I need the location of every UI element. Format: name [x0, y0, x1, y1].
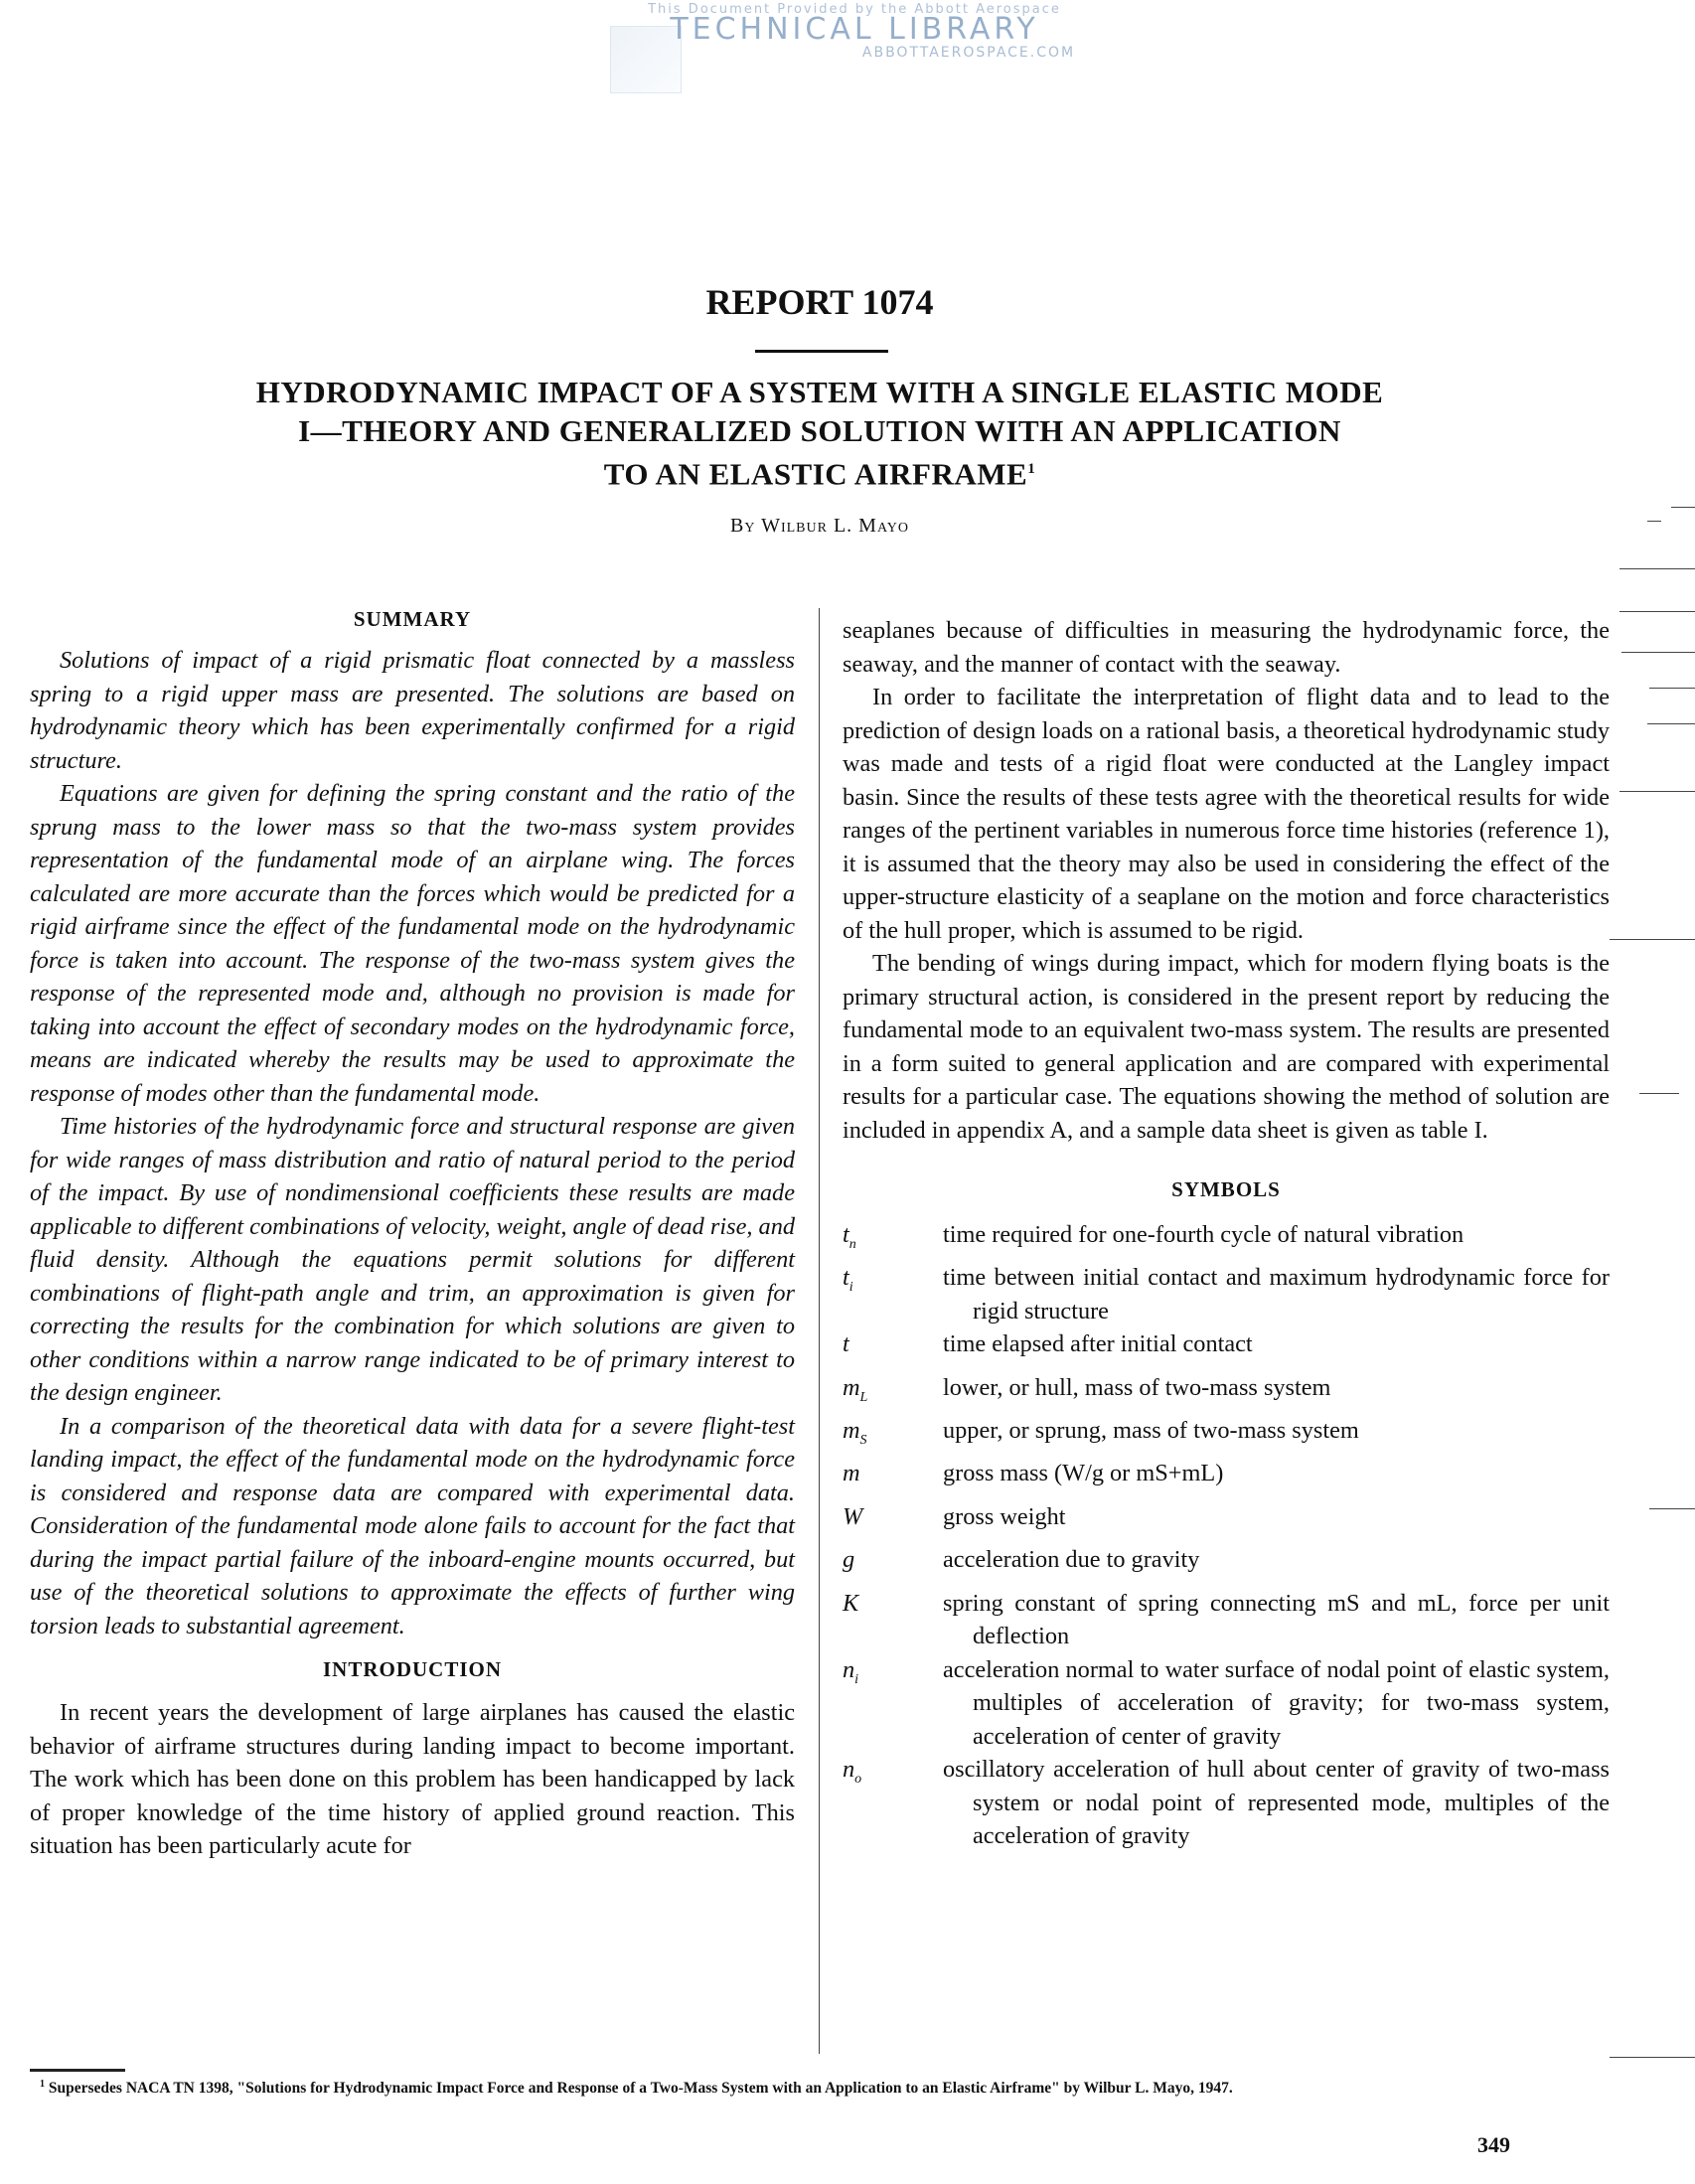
- page-number: 349: [1477, 2132, 1510, 2157]
- introduction-paragraph: The bending of wings during impact, which for modern flying boats is the primary structural action, is considered in the present report by reducing the fundamental mode to an equivalent two-mass system. The results are presented in a form suited to general application and are compared with experimental results for a particular case. The equations showing the method of solution are included in appendix A, and a sample data sheet is given as table I.: [843, 950, 1610, 1144]
- summary-heading: SUMMARY: [353, 607, 472, 631]
- title-line-2: I—THEORY AND GENERALIZED SOLUTION WITH AN APPLICATION: [298, 413, 1341, 448]
- footnote: [40, 2079, 1629, 2098]
- symbol-definition: time elapsed after initial contact: [943, 1330, 1253, 1358]
- symbol: m: [843, 1460, 860, 1487]
- title-line-3: [0, 450, 1639, 493]
- symbol-definition: acceleration normal to water surface of nodal point of elastic system, multiples of acceleration of gravity; for two-mass system, acceleration of center of gravity: [943, 1655, 1610, 1750]
- introduction-paragraph: In recent years the development of large airplanes has caused the elastic behavior of airframe structures during landing impact to become important. The work which has been done on this problem has been handicapped by lack of proper knowledge of the time history of applied ground reaction. This situation has been particularly acute for: [30, 1699, 795, 1859]
- symbol-definition: spring constant of spring connecting mS and mL, force per unit deflection: [943, 1589, 1610, 1650]
- left-column: [30, 604, 795, 1863]
- symbol: K: [843, 1589, 859, 1617]
- symbol-row: [843, 1414, 1610, 1457]
- symbol-row: [843, 1587, 1610, 1653]
- page-title: [0, 373, 1639, 493]
- symbol-definition: acceleration due to gravity: [943, 1546, 1200, 1574]
- symbol-row: [843, 1327, 1610, 1370]
- introduction-continuation: seaplanes because of difficulties in measuring the hydrodynamic force, the seaway, and the manner of contact with the seaway.: [843, 617, 1610, 678]
- symbol: $m_L$: [843, 1373, 868, 1405]
- column-divider: [819, 608, 820, 2054]
- symbol: $n_i$: [843, 1655, 859, 1687]
- symbol-row: [843, 1457, 1610, 1499]
- watermark: [596, 2, 1113, 61]
- symbol-definition: oscillatory acceleration of hull about center of gravity of two-mass system or nodal point of represented mode, multiples of the acceleration of gravity: [943, 1756, 1610, 1850]
- symbol-row: [843, 1218, 1610, 1261]
- symbol: $t_i$: [843, 1264, 853, 1296]
- watermark-line1: This Document Provided by the Abbott Aerospace: [648, 2, 1061, 17]
- symbol: W: [843, 1502, 863, 1530]
- symbol-definition: time between initial contact and maximum hydrodynamic force for rigid structure: [943, 1264, 1610, 1325]
- right-column: [843, 614, 1610, 1853]
- symbol: g: [843, 1546, 855, 1574]
- footnote-rule: [30, 2069, 125, 2072]
- introduction-paragraph: In order to facilitate the interpretation of flight data and to lead to the prediction of design loads on a rational basis, a theoretical hydrodynamic study was made and tests of a rigid float were conducted at the Langley impact basin. Since the results of these tests agree with the theoretical results for wide ranges of the pertinent variables in numerous force time histories (reference 1), it is assumed that the theory may also be used in considering the effect of the upper-structure elasticity of a seaplane on the motion and force characteristics of the hull proper, which is assumed to be rigid.: [843, 684, 1610, 944]
- symbol-definition: upper, or sprung, mass of two-mass system: [943, 1417, 1359, 1445]
- symbol: t: [843, 1330, 849, 1358]
- summary-paragraph: Solutions of impact of a rigid prismatic float connected by a massless spring to a rigid upper mass are presented. The solutions are based on hydrodynamic theory which has been experimentally confirmed for a rigid structure.: [30, 647, 795, 774]
- symbol-definition: time required for one-fourth cycle of natural vibration: [943, 1221, 1464, 1248]
- title-line-3-text: TO AN ELASTIC AIRFRAME: [603, 456, 1028, 492]
- symbol-row: [843, 1543, 1610, 1586]
- symbol-definition: gross weight: [943, 1502, 1066, 1530]
- margin-scan-marks: [1610, 497, 1695, 2087]
- summary-paragraph: Equations are given for defining the spring constant and the ratio of the sprung mass to the lower mass so that the two-mass system provides representation of the fundamental mode of an airplane wing. The forces calculated are more accurate than the forces which would be predicted for a rigid airframe since the effect of the fundamental mode on the hydrodynamic force is taken into account. The response of the two-mass system gives the response of the represented mode and, although no provision is made for taking into account the effect of secondary modes on the hydrodynamic force, means are indicated whereby the results may be used to approximate the response of modes other than the fundamental mode.: [30, 780, 795, 1107]
- symbol-definition: lower, or hull, mass of two-mass system: [943, 1373, 1331, 1401]
- symbol-definition: gross mass (W/g or mS+mL): [943, 1460, 1224, 1487]
- symbol-row: [843, 1753, 1610, 1853]
- summary-paragraph: In a comparison of the theoretical data with data for a severe flight-test landing impact, the effect of the fundamental mode on the hydrodynamic force is considered and response data are compared with experimental data. Consideration of the fundamental mode alone fails to account for the fact that during the impact partial failure of the inboard-engine mounts occurred, but use of the theoretical solutions to approximate the effects of further wing torsion leads to substantial agreement.: [30, 1412, 795, 1639]
- title-line-1: HYDRODYNAMIC IMPACT OF A SYSTEM WITH A SINGLE ELASTIC MODE: [255, 375, 1384, 409]
- symbols-heading: SYMBOLS: [1171, 1177, 1281, 1201]
- symbol-row: [843, 1653, 1610, 1754]
- footnote-marker: 1: [40, 2079, 45, 2090]
- symbol-row: [843, 1371, 1610, 1414]
- watermark-title: TECHNICAL LIBRARY: [670, 12, 1039, 47]
- symbol: $t_n$: [843, 1221, 856, 1252]
- author-byline: By Wilbur L. Mayo: [729, 515, 909, 537]
- summary-paragraph: Time histories of the hydrodynamic force and structural response are given for wide ranges of mass distribution and ratio of natural period to the period of the impact. By use of nondimensional coefficients these results are made applicable to different combinations of velocity, weight, angle of dead rise, and fluid density. Although the equations permit solutions for different combinations of flight-path angle and trim, an approximation is given for correcting the results for the combination for which solutions are given to other conditions within a narrow range indicated to be of primary interest to the design engineer.: [30, 1113, 795, 1406]
- title-divider: [755, 350, 888, 353]
- watermark-url: ABBOTTAEROSPACE.COM: [861, 45, 1076, 61]
- symbol-row: [843, 1500, 1610, 1543]
- symbol-row: [843, 1261, 1610, 1327]
- summary-section: [30, 644, 795, 1642]
- symbol: $n_o$: [843, 1756, 862, 1787]
- title-footnote-marker: 1: [1027, 461, 1036, 477]
- symbol: $m_S$: [843, 1417, 867, 1448]
- symbols-list: [843, 1218, 1610, 1853]
- report-number: REPORT 1074: [705, 282, 934, 322]
- footnote-text: Supersedes NACA TN 1398, "Solutions for Hydrodynamic Impact Force and Response of a Two-Mass System with an Application to an Elastic Airframe" by Wilbur L. Mayo, 1947.: [48, 2080, 1233, 2098]
- introduction-heading: INTRODUCTION: [322, 1657, 503, 1681]
